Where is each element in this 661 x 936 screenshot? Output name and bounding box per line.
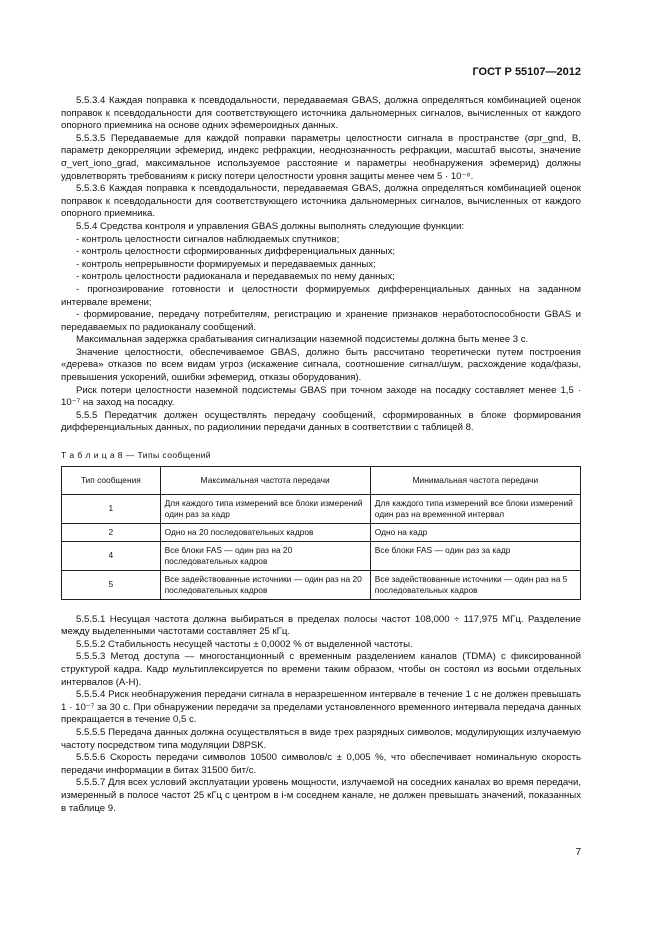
cell-max: Одно на 20 последовательных кадров [160,523,370,541]
table-row [62,523,581,541]
cell-min: Одно на кадр [370,523,580,541]
cell-type: 1 [62,494,161,523]
paragraph-5-5-3-5: 5.5.3.5 Передаваемые для каждой поправки параметры целостности сигнала в пространстве (σpr_gnd, B, параметр декорреляции эфемерид, индекс рефракции, неоднозначность рефракции, масштаб высоты, значение σ_vert_iono_grad, максимальное используемое расстояние и параметры необнаружения эфемерид) должны удовлетворять требованиям к риску потери целостности уровня защиты менее чем 5 · 10⁻⁸. [61,132,581,182]
paragraph-5-5-5-1: 5.5.5.1 Несущая частота должна выбираться в пределах полосы частот 108,000 ÷ 117,975 МГц. Разделение между выделенными частотами составляет 25 кГц. [61,613,581,638]
paragraph-5-5-4: 5.5.4 Средства контроля и управления GBAS должны выполнять следующие функции: [76,220,465,232]
cell-max: Для каждого типа измерений все блоки измерений один раз за кадр [160,494,370,523]
paragraph-5-5-5-5: 5.5.5.5 Передача данных должна осуществляться в виде трех разрядных символов, модулирующих излучаемую частоту посредством типа модуляции D8PSK. [61,726,581,751]
paragraph-5-5-5-2: 5.5.5.2 Стабильность несущей частоты ± 0,0002 % от выделенной частоты. [76,638,413,650]
document-body [61,95,581,815]
function-item: - контроль непрерывности формируемых и передаваемых данных; [76,258,376,270]
column-header-max: Максимальная частота передачи [160,466,370,494]
cell-max: Все задействованные источники — один раз на 20 последовательных кадров [160,570,370,599]
paragraph-5-5-3-6: 5.5.3.6 Каждая поправка к псевдодальности, передаваемая GBAS, должна определяться комбинацией оценок поправок к псевдодальности для соответствующего источника дальномерных сигналов, вычисленных от каждого опорного приемника. [61,183,581,220]
cell-type: 5 [62,570,161,599]
table-row [62,541,581,570]
paragraph-alarm-delay: Максимальная задержка срабатывания сигнализации наземной подсистемы должна быть менее 3 с. [76,334,529,346]
document-id: ГОСТ Р 55107—2012 [472,66,581,78]
message-types-table [61,466,581,600]
cell-min: Все блоки FAS — один раз за кадр [370,541,580,570]
cell-type: 4 [62,541,161,570]
table-row [62,494,581,523]
paragraph-integrity-risk: Риск потери целостности наземной подсистемы GBAS при точном заходе на посадку составляет менее 1,5 · 10⁻⁷ на заход на посадку. [61,384,581,409]
cell-min: Все задействованные источники — один раз на 5 последовательных кадров [370,570,580,599]
cell-type: 2 [62,523,161,541]
function-item: - формирование, передачу потребителям, регистрацию и хранение признаков неработоспособности GBAS и передаваемых по радиоканалу сообщений. [61,309,581,333]
page-number: 7 [575,847,581,858]
paragraph-5-5-5: 5.5.5 Передатчик должен осуществлять передачу сообщений, сформированных в блоке формирования дифференциальных данных, по радиолинии передачи данных в соответствии с таблицей 8. [61,409,581,434]
function-item: - прогнозирование готовности и целостности формируемых дифференциальных данных на заданном интервале времени; [61,283,581,308]
paragraph-5-5-3-4: 5.5.3.4 Каждая поправка к псевдодальности, передаваемая GBAS, должна определяться комбинацией оценок поправок к псевдодальности для соответствующего источника дальномерных сигналов, вычисленных от каждого опорного приемника на основе одних эфемероидных данных. [61,95,581,132]
paragraph-5-5-5-3: 5.5.5.3 Метод доступа — многостанционный с временным разделением каналов (TDMA) с фиксированной структурой кадра. Кадр мультиплексируется по времени таким образом, чтобы он состоял из восьми отдельных интервалов (A-H). [61,651,581,688]
table-caption: Т а б л и ц а 8 — Типы сообщений [61,450,211,461]
table-header-row [62,466,581,494]
table-row [62,570,581,599]
cell-max: Все блоки FAS — один раз на 20 последовательных кадров [160,541,370,570]
paragraph-5-5-5-6: 5.5.5.6 Скорость передачи символов 10500 символов/с ± 0,005 %, что обеспечивает номинальную скорость передачи информации в битах 31500 бит/с. [61,752,581,776]
paragraph-5-5-5-4: 5.5.5.4 Риск необнаружения передачи сигнала в неразрешенном интервале в течение 1 с не должен превышать 1 · 10⁻⁷ за 30 с. При обнаружении передачи за пределами установленного временного интервала передача данных прекращается в течение 0,5 с. [61,689,581,726]
cell-min: Для каждого типа измерений все блоки измерений один раз на временной интервал [370,494,580,523]
column-header-type: Тип сообщения [62,466,161,494]
paragraph-integrity-value: Значение целостности, обеспечиваемое GBAS, должно быть рассчитано теоретически путем построения «дерева» отказов по всем видам угроз (искажение сигнала, соотношение сигнал/шум, расхождение кода/фазы, превышения ускорений, ошибки эфемерид, отказы оборудования). [61,346,581,384]
column-header-min: Минимальная частота передачи [370,466,580,494]
function-item: - контроль целостности сигналов наблюдаемых спутников; [76,233,340,245]
function-item: - контроль целостности сформированных дифференциальных данных; [76,246,396,258]
paragraph-5-5-5-7: 5.5.5.7 Для всех условий эксплуатации уровень мощности, излучаемой на соседних каналах во время передачи, измеренный в полосе частот 25 кГц с центром в i-м соседнем канале, не должен превышать значений, показанных в таблице 9. [61,777,582,814]
function-item: - контроль целостности радиоканала и передаваемых по нему данных; [76,271,395,283]
